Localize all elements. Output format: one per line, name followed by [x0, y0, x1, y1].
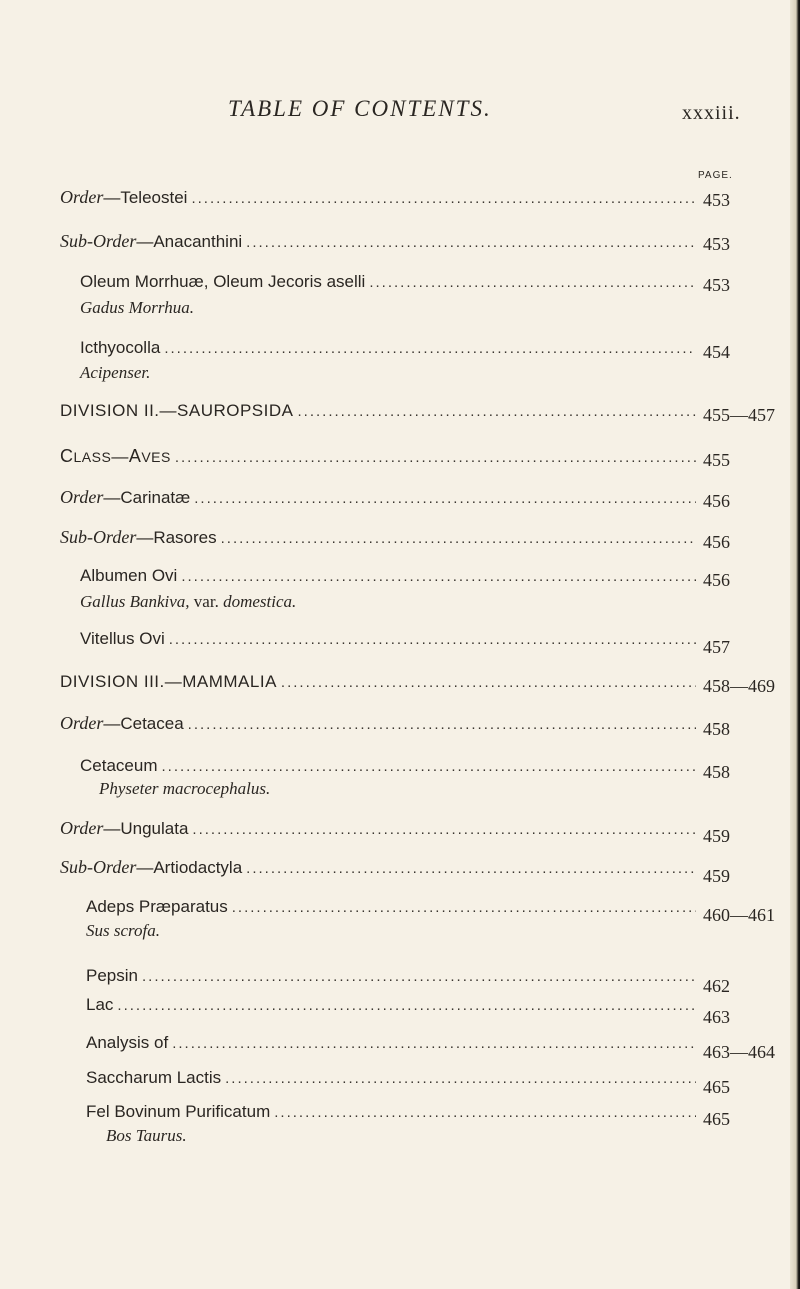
entry-page: 456	[703, 532, 730, 552]
folio-number: xxxiii.	[682, 102, 741, 124]
toc-line[interactable]	[60, 187, 700, 208]
running-head: TABLE OF CONTENTS.	[228, 96, 492, 121]
entry-page: 463	[703, 1007, 730, 1027]
leader-dots	[181, 568, 696, 585]
leader-dots	[191, 190, 696, 207]
entry-page: 459	[703, 826, 730, 846]
leader-dots	[117, 997, 696, 1014]
toc-line[interactable]: Order—Carinatæ .....	[60, 487, 700, 508]
entry-page: 453	[703, 275, 730, 295]
leader-dots	[246, 234, 696, 251]
entry-label: Anacanthini	[153, 232, 243, 251]
entry-page: 455	[703, 450, 730, 470]
toc-line[interactable]	[80, 566, 700, 586]
entry-source: Physeter macrocephalus.	[99, 779, 271, 798]
entry-page: 462	[703, 976, 730, 996]
entry-label: Ungulata	[120, 819, 189, 838]
toc-line[interactable]	[80, 756, 700, 776]
toc-line[interactable]: Order—Ungulata .....	[60, 818, 700, 839]
toc-line[interactable]	[86, 897, 700, 917]
page-edge-shadow	[790, 0, 800, 1289]
entry-prefix: Order	[60, 187, 104, 207]
entry-source: Bos Taurus.	[106, 1126, 187, 1145]
entry-label: Fel Bovinum Purificatum	[86, 1102, 271, 1121]
entry-source: Acipenser.	[80, 363, 151, 382]
entry-label: Carinatæ	[120, 488, 191, 507]
entry-page: 458—469	[703, 676, 775, 696]
entry-page: 453	[703, 234, 730, 254]
toc-line[interactable]	[86, 966, 700, 986]
entry-page: 453	[703, 190, 730, 210]
leader-dots	[232, 899, 696, 916]
entry-prefix: Sub-Order	[60, 231, 137, 251]
toc-line[interactable]	[60, 672, 700, 692]
toc-line[interactable]	[86, 1033, 700, 1053]
entry-label: Pepsin	[86, 966, 138, 985]
entry-source: Gadus Morrhua.	[80, 298, 194, 317]
leader-dots	[281, 674, 696, 691]
entry-label: Albumen Ovi	[80, 566, 178, 585]
entry-label: Rasores	[153, 528, 217, 547]
entry-label: Adeps Præparatus	[86, 897, 228, 916]
entry-prefix: Order	[60, 487, 104, 507]
entry-dash: —	[103, 188, 121, 207]
entry-label: Lac	[86, 995, 114, 1014]
toc-line[interactable]: CLASS—AVES .....	[60, 446, 700, 467]
toc-line[interactable]	[80, 272, 700, 292]
entry-prefix: Sub-Order	[60, 857, 137, 877]
leader-dots	[172, 1035, 696, 1052]
entry-page: 460—461	[703, 905, 775, 925]
toc-line[interactable]	[86, 1102, 700, 1122]
entry-page: 455—457	[703, 405, 775, 425]
entry-label: Vitellus Ovi	[80, 629, 165, 648]
entry-source: Sus scrofa.	[86, 921, 160, 940]
toc-line[interactable]	[60, 231, 700, 252]
leader-dots	[175, 449, 696, 466]
leader-dots	[142, 968, 696, 985]
entry-page: 456	[703, 491, 730, 511]
leader-dots	[194, 490, 696, 507]
toc-line[interactable]	[86, 995, 700, 1015]
leader-dots	[188, 716, 696, 733]
leader-dots	[246, 860, 696, 877]
entry-page: 458	[703, 719, 730, 739]
leader-dots	[369, 274, 696, 291]
toc-line[interactable]: Sub-Order—Rasores .....	[60, 527, 700, 548]
leader-dots	[192, 821, 696, 838]
entry-label: Icthyocolla	[80, 338, 161, 357]
leader-dots	[164, 340, 696, 357]
toc-line[interactable]	[80, 338, 700, 358]
page-column-header: PAGE.	[698, 170, 733, 181]
entry-prefix: Sub-Order	[60, 527, 137, 547]
entry-label: Analysis of	[86, 1033, 169, 1052]
entry-page: 457	[703, 637, 730, 657]
entry-page: 454	[703, 342, 730, 362]
division-heading: DIVISION III.—MAMMALIA	[60, 672, 277, 691]
leader-dots	[225, 1070, 696, 1087]
leader-dots	[221, 530, 696, 547]
entry-label: Saccharum Lactis	[86, 1068, 222, 1087]
entry-prefix: Order	[60, 713, 104, 733]
leader-dots	[274, 1104, 696, 1121]
entry-page: 465	[703, 1109, 730, 1129]
leader-dots	[161, 758, 696, 775]
entry-source: Gallus Bankiva, var. domestica.	[80, 592, 297, 611]
entry-page: 463—464	[703, 1042, 775, 1062]
entry-dash: —	[136, 232, 154, 251]
entry-page: 465	[703, 1077, 730, 1097]
toc-line[interactable]	[80, 629, 700, 649]
toc-line[interactable]: Sub-Order—Artiodactyla .....	[60, 857, 700, 878]
entry-page: 456	[703, 570, 730, 590]
toc-line[interactable]	[86, 1068, 700, 1088]
entry-label: Teleostei	[120, 188, 188, 207]
entry-page: 458	[703, 762, 730, 782]
entry-label: Oleum Morrhuæ, Oleum Jecoris aselli	[80, 272, 366, 291]
leader-dots	[298, 403, 697, 420]
entry-page: 459	[703, 866, 730, 886]
entry-label: Cetaceum	[80, 756, 158, 775]
leader-dots	[169, 631, 696, 648]
division-heading: DIVISION II.—SAUROPSIDA	[60, 401, 294, 420]
entry-prefix: Order	[60, 818, 104, 838]
entry-label: Artiodactyla	[153, 858, 243, 877]
toc-line[interactable]	[60, 401, 700, 421]
entry-label: Cetacea	[120, 714, 184, 733]
toc-line[interactable]: Order—Cetacea .....	[60, 713, 700, 734]
